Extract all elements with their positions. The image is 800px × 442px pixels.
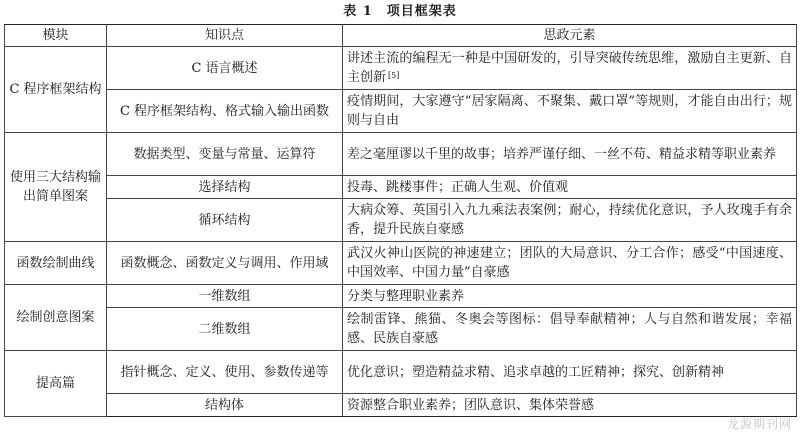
- table-header-row: [5, 25, 797, 47]
- ideological-element-cell: 优化意识；塑造精益求精、追求卓越的工匠精神；探究、创新精神: [343, 351, 797, 394]
- table-row: [5, 308, 797, 351]
- module-cell: 绘制创意图案: [5, 285, 107, 351]
- table-row: [5, 242, 797, 285]
- ideological-element-cell: [343, 47, 797, 90]
- knowledge-point-cell: 数据类型、变量与常量、运算符: [107, 133, 343, 176]
- table-row: [5, 47, 797, 90]
- ideological-element-cell: 绘制雷锋、熊猫、冬奥会等图标：倡导奉献精神；人与自然和谐发展；幸福感、民族自豪感: [343, 308, 797, 351]
- table-row: [5, 394, 797, 417]
- module-cell: C 程序框架结构: [5, 47, 107, 133]
- project-framework-table: [4, 24, 797, 417]
- reference-marker: [5]: [388, 71, 400, 80]
- table-row: [5, 199, 797, 242]
- header-module: 模块: [5, 25, 107, 47]
- ideological-element-cell: 大病众筹、英国引入九九乘法表案例；耐心，持续优化意识，予人玫瑰手有余香，提升民族自豪感: [343, 199, 797, 242]
- knowledge-point-cell: C 程序框架结构、格式输入输出函数: [107, 90, 343, 133]
- header-knowledge-point: 知识点: [107, 25, 343, 47]
- knowledge-point-cell: 选择结构: [107, 176, 343, 199]
- table-row: [5, 133, 797, 176]
- ideological-element-cell: 武汉火神山医院的神速建立；团队的大局意识、分工合作；感受“中国速度、中国效率、中国力量”自豪感: [343, 242, 797, 285]
- table-number: 表 1: [343, 4, 373, 19]
- ideological-element-cell: 疫情期间，大家遵守“居家隔离、不聚集、戴口罩”等规则，才能自由出行；规则与自由: [343, 90, 797, 133]
- ideological-element-cell: 资源整合职业素养；团队意识、集体荣誉感: [343, 394, 797, 417]
- ideological-element-cell: 差之毫厘谬以千里的故事；培养严谨仔细、一丝不苟、精益求精等职业素养: [343, 133, 797, 176]
- table-row: [5, 176, 797, 199]
- knowledge-point-cell: 结构体: [107, 394, 343, 417]
- knowledge-point-cell: C 语言概述: [107, 47, 343, 90]
- ideological-element-cell: 分类与整理职业素养: [343, 285, 797, 308]
- knowledge-point-cell: 二维数组: [107, 308, 343, 351]
- knowledge-point-cell: 循环结构: [107, 199, 343, 242]
- table-caption: [0, 3, 800, 21]
- module-cell: 使用三大结构输出简单图案: [5, 133, 107, 242]
- knowledge-point-cell: 一维数组: [107, 285, 343, 308]
- table-row: [5, 90, 797, 133]
- table-title: 项目框架表: [386, 4, 457, 19]
- header-ideological-element: 思政元素: [343, 25, 797, 47]
- module-cell: 函数绘制曲线: [5, 242, 107, 285]
- knowledge-point-cell: 函数概念、函数定义与调用、作用域: [107, 242, 343, 285]
- element-text: 讲述主流的编程无一种是中国研发的，引导突破传统思维，激励自主更新、自主创新: [347, 51, 792, 85]
- module-cell: 提高篇: [5, 351, 107, 417]
- table-row: [5, 285, 797, 308]
- table-row: [5, 351, 797, 394]
- ideological-element-cell: 投毒、跳楼事件；正确人生观、价值观: [343, 176, 797, 199]
- watermark: 龙源期刊网: [726, 417, 792, 431]
- knowledge-point-cell: 指针概念、定义、使用、参数传递等: [107, 351, 343, 394]
